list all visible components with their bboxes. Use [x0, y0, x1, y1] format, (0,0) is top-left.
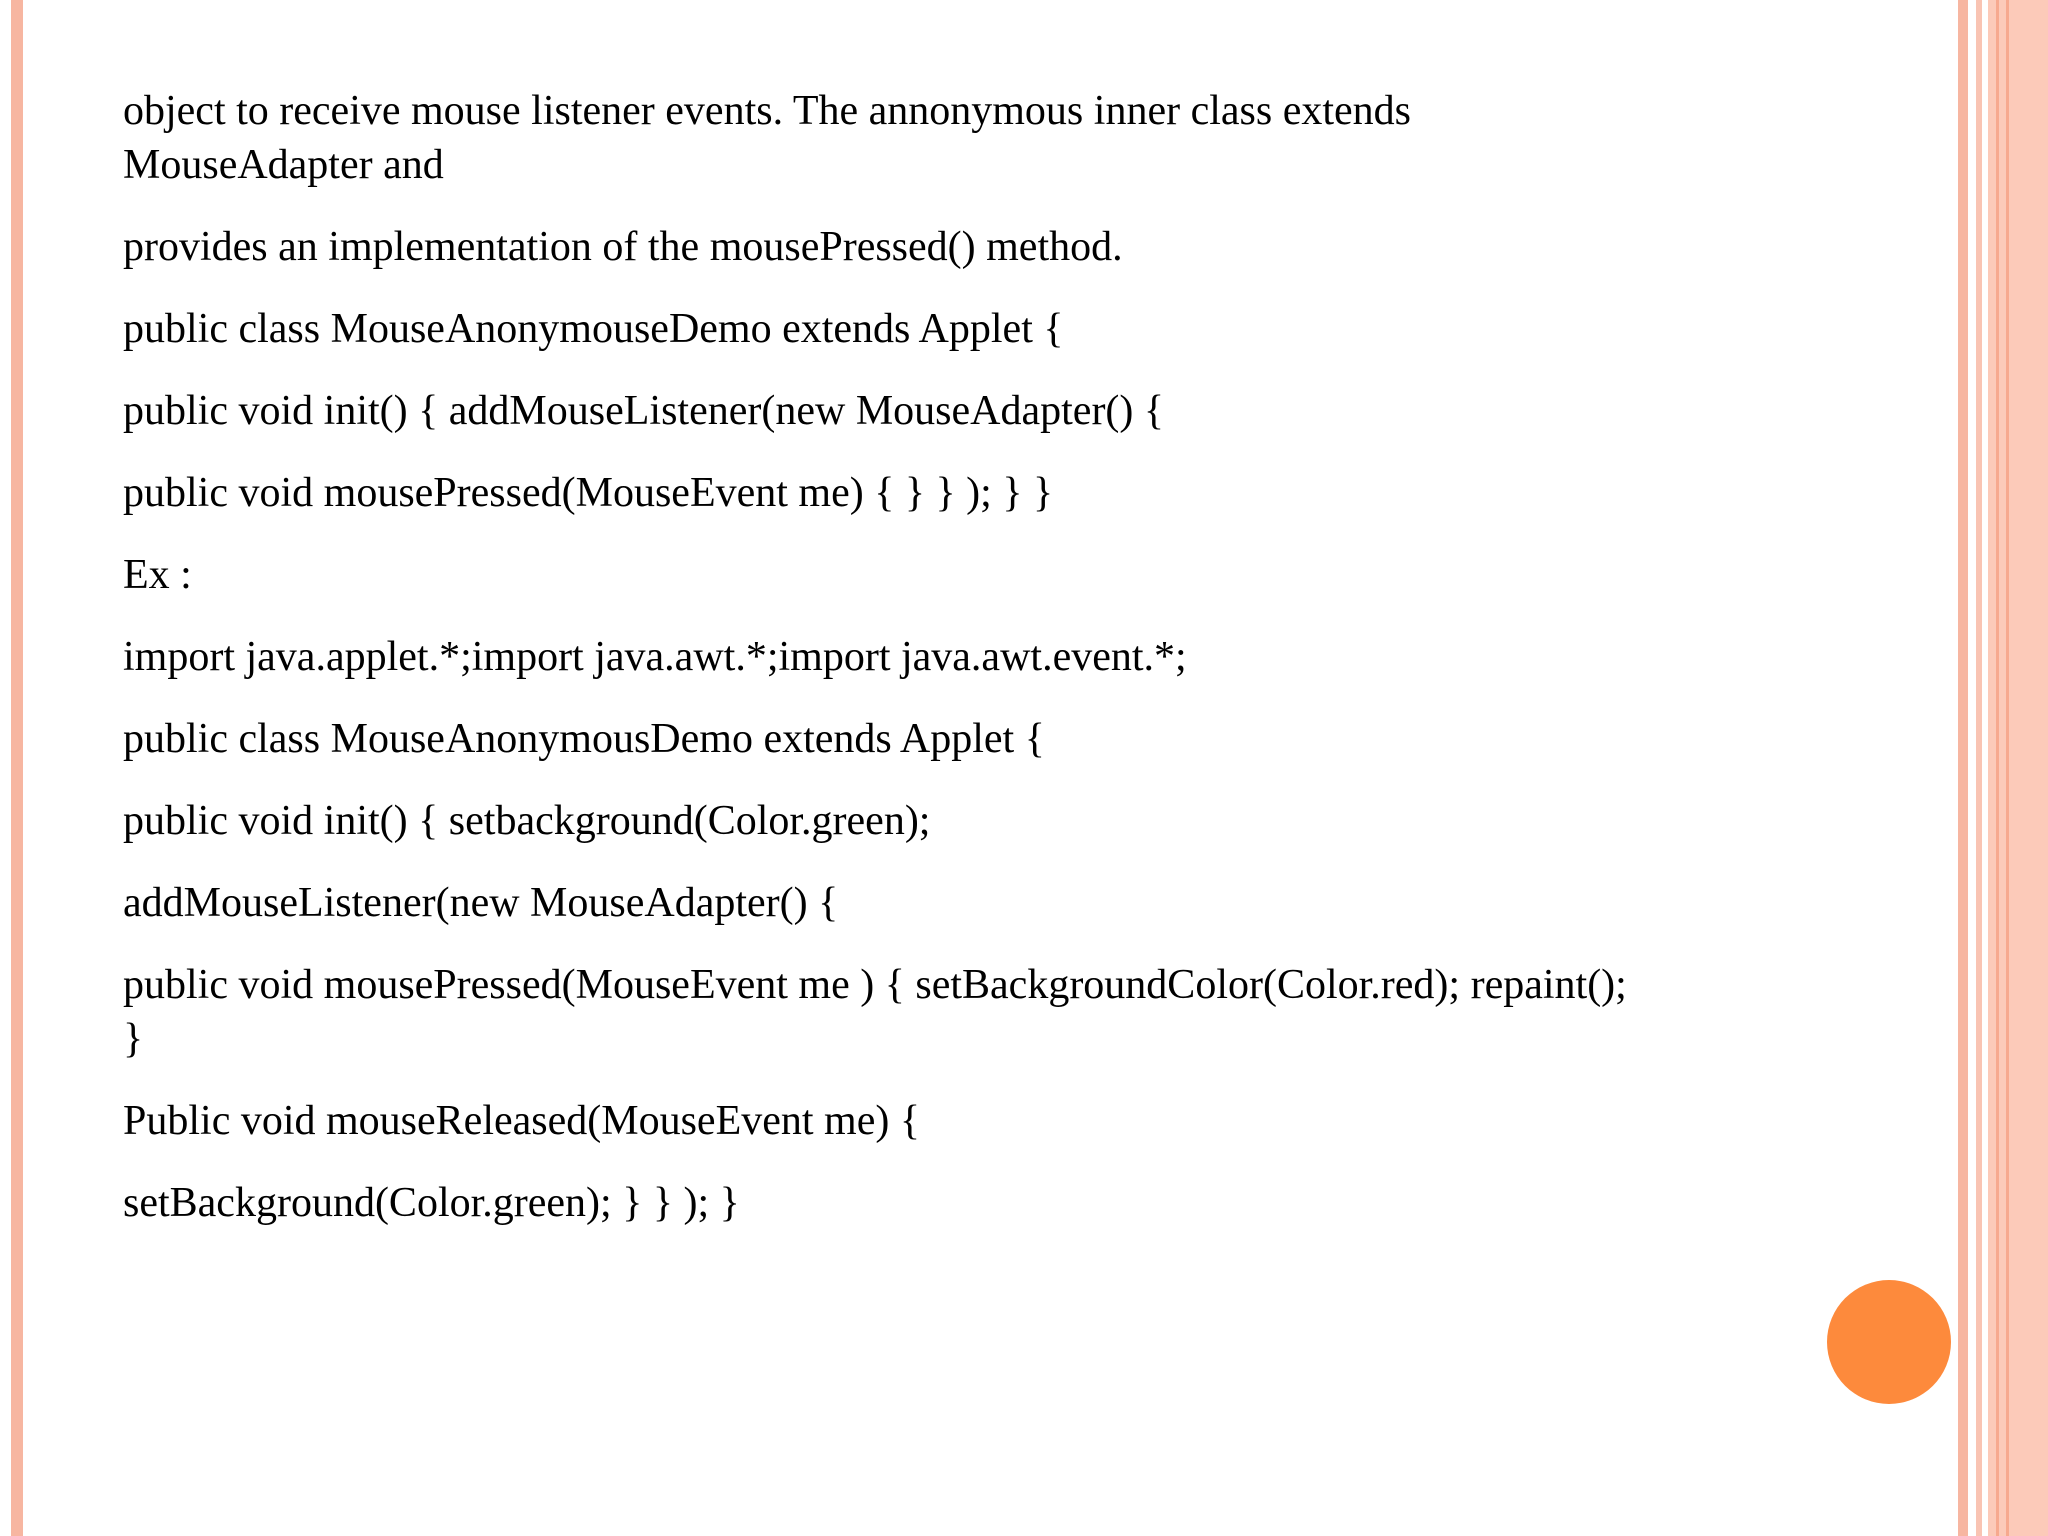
code-line: public void init() { addMouseListener(new MouseAdapter() {: [123, 388, 1165, 434]
code-line: public class MouseAnonymouseDemo extends Applet {: [123, 306, 1064, 352]
right-accent-line: [2006, 0, 2009, 1536]
example-label: Ex :: [123, 552, 192, 598]
left-accent-bar: [11, 0, 23, 1536]
right-accent-line: [1996, 0, 1999, 1536]
slide-body: [123, 84, 1627, 1230]
code-line: setBackground(Color.green); } } ); }: [123, 1180, 740, 1226]
code-line: Public void mouseReleased(MouseEvent me) {: [123, 1098, 920, 1144]
code-line: import java.applet.*;import java.awt.*;import java.awt.event.*;: [123, 634, 1187, 680]
code-line: public void mousePressed(MouseEvent me) { } } ); } }: [123, 470, 1054, 516]
body-paragraph: object to receive mouse listener events. The annonymous inner class extends MouseAdapter and: [123, 88, 1412, 188]
code-line: public void init() { setbackground(Color.green);: [123, 798, 931, 844]
decorative-orange-circle: [1827, 1280, 1951, 1404]
code-line: public void mousePressed(MouseEvent me ) { setBackgroundColor(Color.red); repaint(); }: [123, 962, 1627, 1062]
code-line: public class MouseAnonymousDemo extends Applet {: [123, 716, 1045, 762]
code-line: addMouseListener(new MouseAdapter() {: [123, 880, 839, 926]
body-paragraph: provides an implementation of the mousePressed() method.: [123, 224, 1123, 270]
right-accent-stripe: [1958, 0, 1968, 1536]
right-accent-gap: [1968, 0, 1976, 1536]
